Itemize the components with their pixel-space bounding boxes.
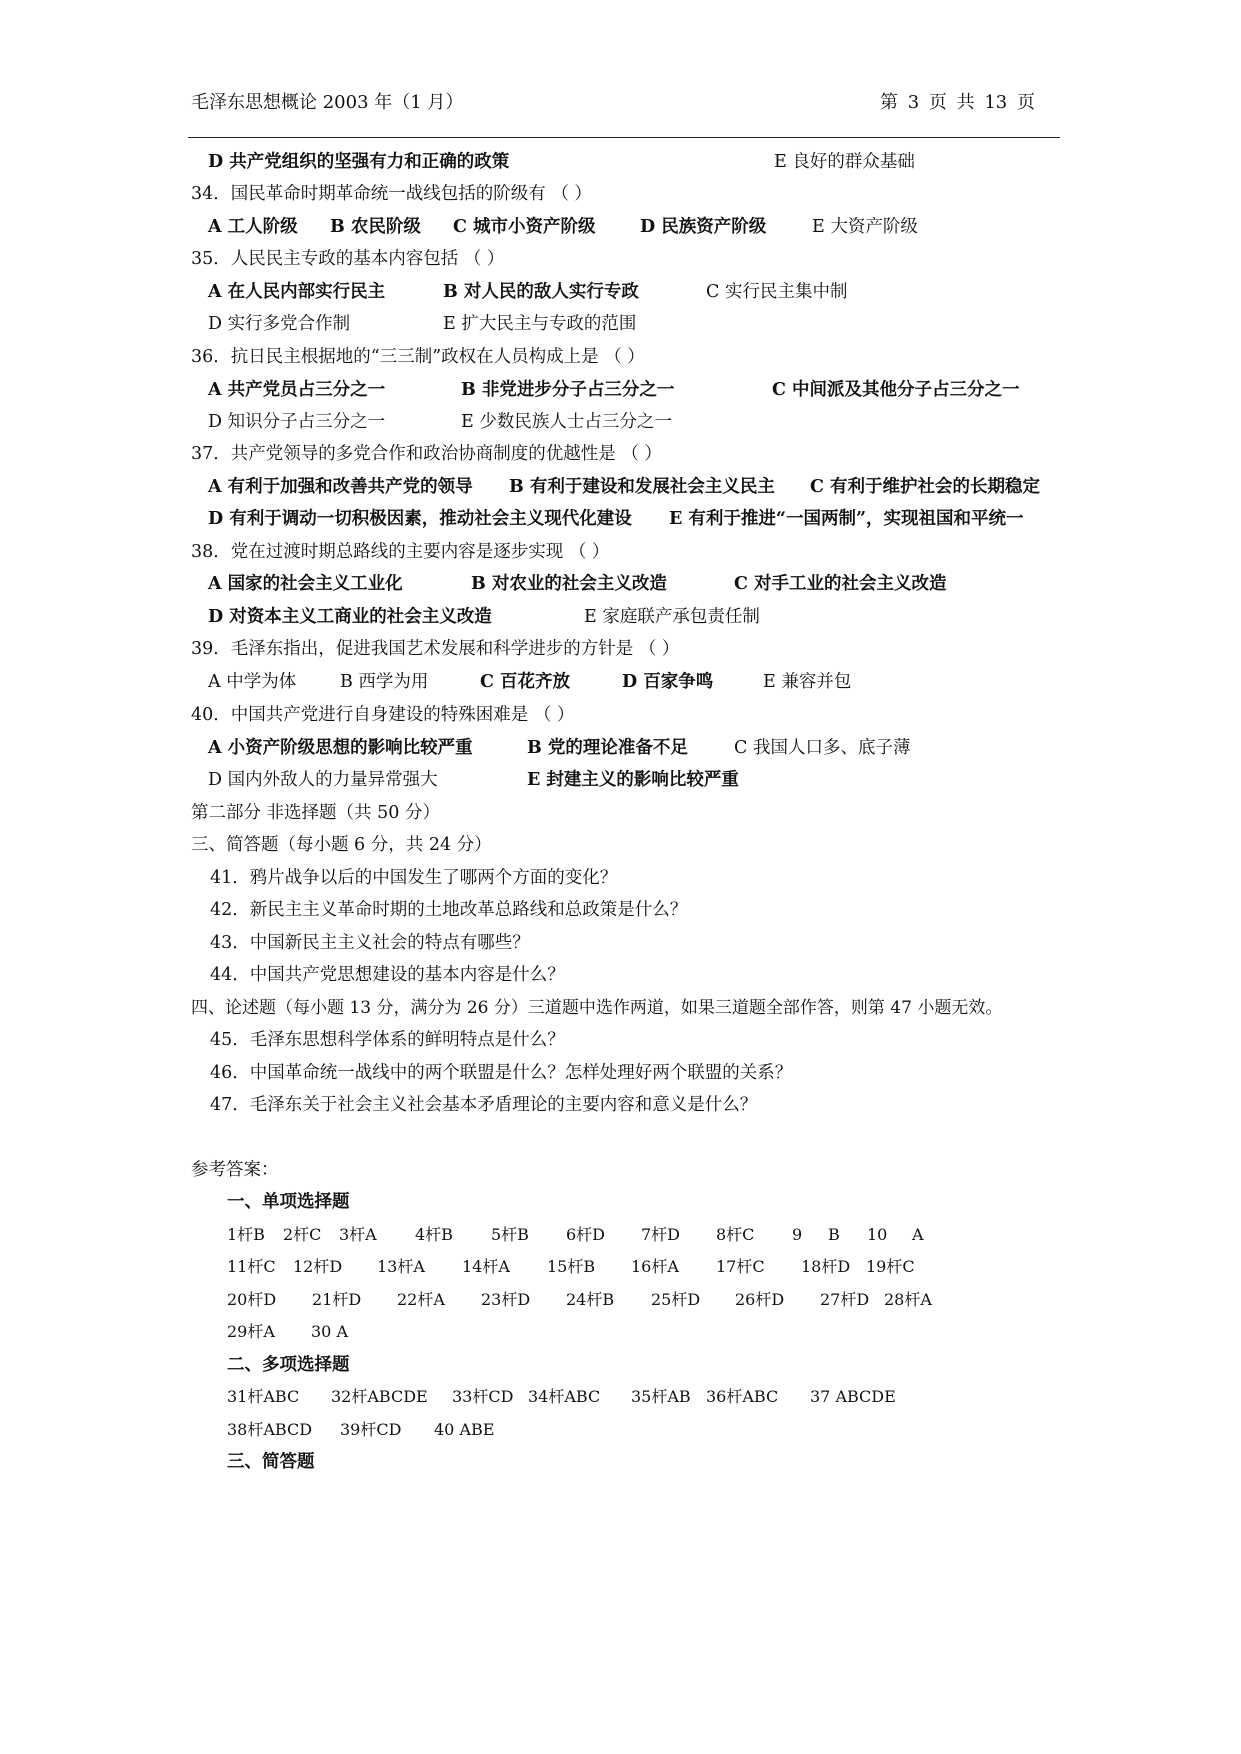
- q33-option-d: D 共产党组织的坚强有力和正确的政策: [208, 152, 510, 172]
- answer-item: 8杆C: [716, 1225, 755, 1244]
- answer-item: 36杆ABC: [706, 1387, 779, 1406]
- q40-option-d: D 国内外敌人的力量异常强大: [208, 770, 438, 790]
- answer-item: 1杆B: [227, 1225, 265, 1244]
- answer-item: 32杆ABCDE: [331, 1387, 428, 1406]
- header-divider: [188, 137, 1060, 138]
- answer-item: 2杆C: [283, 1225, 322, 1244]
- answer-item: 34杆ABC: [528, 1387, 601, 1406]
- short-answer-key-heading: 三、简答题: [227, 1452, 315, 1472]
- q34-option-e: E 大资产阶级: [812, 217, 918, 237]
- question-41: 41．鸦片战争以后的中国发生了哪两个方面的变化？: [210, 868, 618, 888]
- q38-option-d: D 对资本主义工商业的社会主义改造: [208, 607, 492, 627]
- answer-item: 13杆A: [377, 1257, 425, 1276]
- question-34: 34．国民革命时期革命统一战线包括的阶级有 （ ）: [191, 184, 592, 204]
- q36-option-c: C 中间派及其他分子占三分之一: [772, 380, 1020, 400]
- answer-item: 12杆D: [293, 1257, 343, 1276]
- part-two-heading: 第二部分 非选择题（共 50 分）: [191, 803, 440, 823]
- q38-option-a: A 国家的社会主义工业化: [208, 574, 403, 594]
- page-number: 第 3 页 共 13 页: [880, 92, 1035, 113]
- q36-option-d: D 知识分子占三分之一: [208, 412, 386, 432]
- answer-item: 39杆CD: [340, 1420, 402, 1439]
- question-38: 38．党在过渡时期总路线的主要内容是逐步实现 （ ）: [191, 542, 610, 562]
- q37-option-c: C 有利于维护社会的长期稳定: [810, 477, 1041, 497]
- answer-item: 20杆D: [227, 1290, 277, 1309]
- q36-option-a: A 共产党员占三分之一: [208, 380, 386, 400]
- q37-option-e: E 有利于推进“一国两制”，实现祖国和平统一: [669, 509, 1024, 529]
- q37-option-a: A 有利于加强和改善共产党的领导: [208, 477, 473, 497]
- q40-option-c: C 我国人口多、底子薄: [734, 738, 911, 758]
- essay-heading: 四、论述题（每小题 13 分，满分为 26 分）三道题中选作两道，如果三道题全部作答，则第 47 小题无效。: [191, 998, 1003, 1018]
- answer-item: 4杆B: [415, 1225, 453, 1244]
- q35-option-d: D 实行多党合作制: [208, 314, 351, 334]
- answer-item: 22杆A: [397, 1290, 445, 1309]
- answer-item: 25杆D: [651, 1290, 701, 1309]
- single-choice-heading: 一、单项选择题: [227, 1192, 350, 1212]
- question-43: 43．中国新民主主义社会的特点有哪些？: [210, 933, 530, 953]
- q38-option-b: B 对农业的社会主义改造: [471, 574, 667, 594]
- answer-item: 18杆D: [801, 1257, 851, 1276]
- short-answer-heading: 三、简答题（每小题 6 分，共 24 分）: [191, 835, 492, 855]
- q36-option-e: E 少数民族人士占三分之一: [461, 412, 672, 432]
- answer-item: 17杆C: [716, 1257, 765, 1276]
- q39-option-e: E 兼容并包: [763, 672, 852, 692]
- q39-option-c: C 百花齐放: [480, 672, 571, 692]
- answer-item: 26杆D: [735, 1290, 785, 1309]
- q37-option-b: B 有利于建设和发展社会主义民主: [509, 477, 775, 497]
- q40-option-b: B 党的理论准备不足: [527, 738, 688, 758]
- answer-item: 27杆D: [820, 1290, 870, 1309]
- answer-item: 15杆B: [547, 1257, 596, 1276]
- answer-item: 19杆C: [866, 1257, 915, 1276]
- question-42: 42．新民主主义革命时期的土地改革总路线和总政策是什么？: [210, 900, 688, 920]
- answer-item: 33杆CD: [452, 1387, 514, 1406]
- q37-option-d: D 有利于调动一切积极因素，推动社会主义现代化建设: [208, 509, 632, 529]
- q40-option-a: A 小资产阶级思想的影响比较严重: [208, 738, 473, 758]
- q36-option-b: B 非党进步分子占三分之一: [461, 380, 675, 400]
- question-36: 36．抗日民主根据地的“三三制”政权在人员构成上是 （ ）: [191, 347, 645, 367]
- q39-option-b: B 西学为用: [340, 672, 429, 692]
- q34-option-c: C 城市小资产阶级: [453, 217, 596, 237]
- question-44: 44．中国共产党思想建设的基本内容是什么？: [210, 965, 565, 985]
- question-46: 46．中国革命统一战线中的两个联盟是什么？怎样处理好两个联盟的关系？: [210, 1063, 793, 1083]
- answer-item: 28杆A: [884, 1290, 932, 1309]
- answer-item: 37 ABCDE: [810, 1387, 896, 1406]
- answer-item: 40 ABE: [434, 1420, 495, 1439]
- answer-item: 6杆D: [566, 1225, 606, 1244]
- q39-option-d: D 百家争鸣: [622, 672, 714, 692]
- answer-item: 9: [792, 1225, 803, 1244]
- page-header-title: 毛泽东思想概论 2003 年（1 月）: [191, 92, 464, 113]
- answer-item: 16杆A: [631, 1257, 679, 1276]
- answer-item: 14杆A: [462, 1257, 510, 1276]
- q35-option-a: A 在人民内部实行民主: [208, 282, 386, 302]
- answer-item: 35杆AB: [631, 1387, 691, 1406]
- q35-option-b: B 对人民的敌人实行专政: [443, 282, 639, 302]
- answer-item: B: [828, 1225, 840, 1244]
- multi-choice-heading: 二、多项选择题: [227, 1355, 350, 1375]
- q38-option-e: E 家庭联产承包责任制: [584, 607, 760, 627]
- q39-option-a: A 中学为体: [208, 672, 297, 692]
- q40-option-e: E 封建主义的影响比较严重: [527, 770, 739, 790]
- q34-option-d: D 民族资产阶级: [640, 217, 767, 237]
- question-35: 35．人民民主专政的基本内容包括 （ ）: [191, 249, 505, 269]
- answer-item: 3杆A: [339, 1225, 377, 1244]
- question-45: 45．毛泽东思想科学体系的鲜明特点是什么？: [210, 1030, 565, 1050]
- q34-option-b: B 农民阶级: [330, 217, 421, 237]
- answer-item: 30 A: [311, 1322, 348, 1341]
- question-39: 39．毛泽东指出，促进我国艺术发展和科学进步的方针是 （ ）: [191, 639, 680, 659]
- answer-item: 38杆ABCD: [227, 1420, 313, 1439]
- answer-item: 10: [867, 1225, 888, 1244]
- answer-item: 7杆D: [641, 1225, 681, 1244]
- answer-item: 29杆A: [227, 1322, 275, 1341]
- q34-option-a: A 工人阶级: [208, 217, 298, 237]
- question-37: 37．共产党领导的多党合作和政治协商制度的优越性是 （ ）: [191, 444, 662, 464]
- question-47: 47．毛泽东关于社会主义社会基本矛盾理论的主要内容和意义是什么？: [210, 1095, 758, 1115]
- question-40: 40．中国共产党进行自身建设的特殊困难是 （ ）: [191, 705, 575, 725]
- answer-item: A: [912, 1225, 924, 1244]
- answer-item: 24杆B: [566, 1290, 615, 1309]
- answers-title: 参考答案：: [191, 1160, 279, 1180]
- answer-item: 21杆D: [312, 1290, 362, 1309]
- q38-option-c: C 对手工业的社会主义改造: [734, 574, 947, 594]
- answer-item: 31杆ABC: [227, 1387, 300, 1406]
- answer-item: 11杆C: [227, 1257, 276, 1276]
- q35-option-e: E 扩大民主与专政的范围: [443, 314, 637, 334]
- answer-item: 5杆B: [491, 1225, 529, 1244]
- q35-option-c: C 实行民主集中制: [706, 282, 848, 302]
- q33-option-e: E 良好的群众基础: [774, 152, 915, 172]
- answer-item: 23杆D: [481, 1290, 531, 1309]
